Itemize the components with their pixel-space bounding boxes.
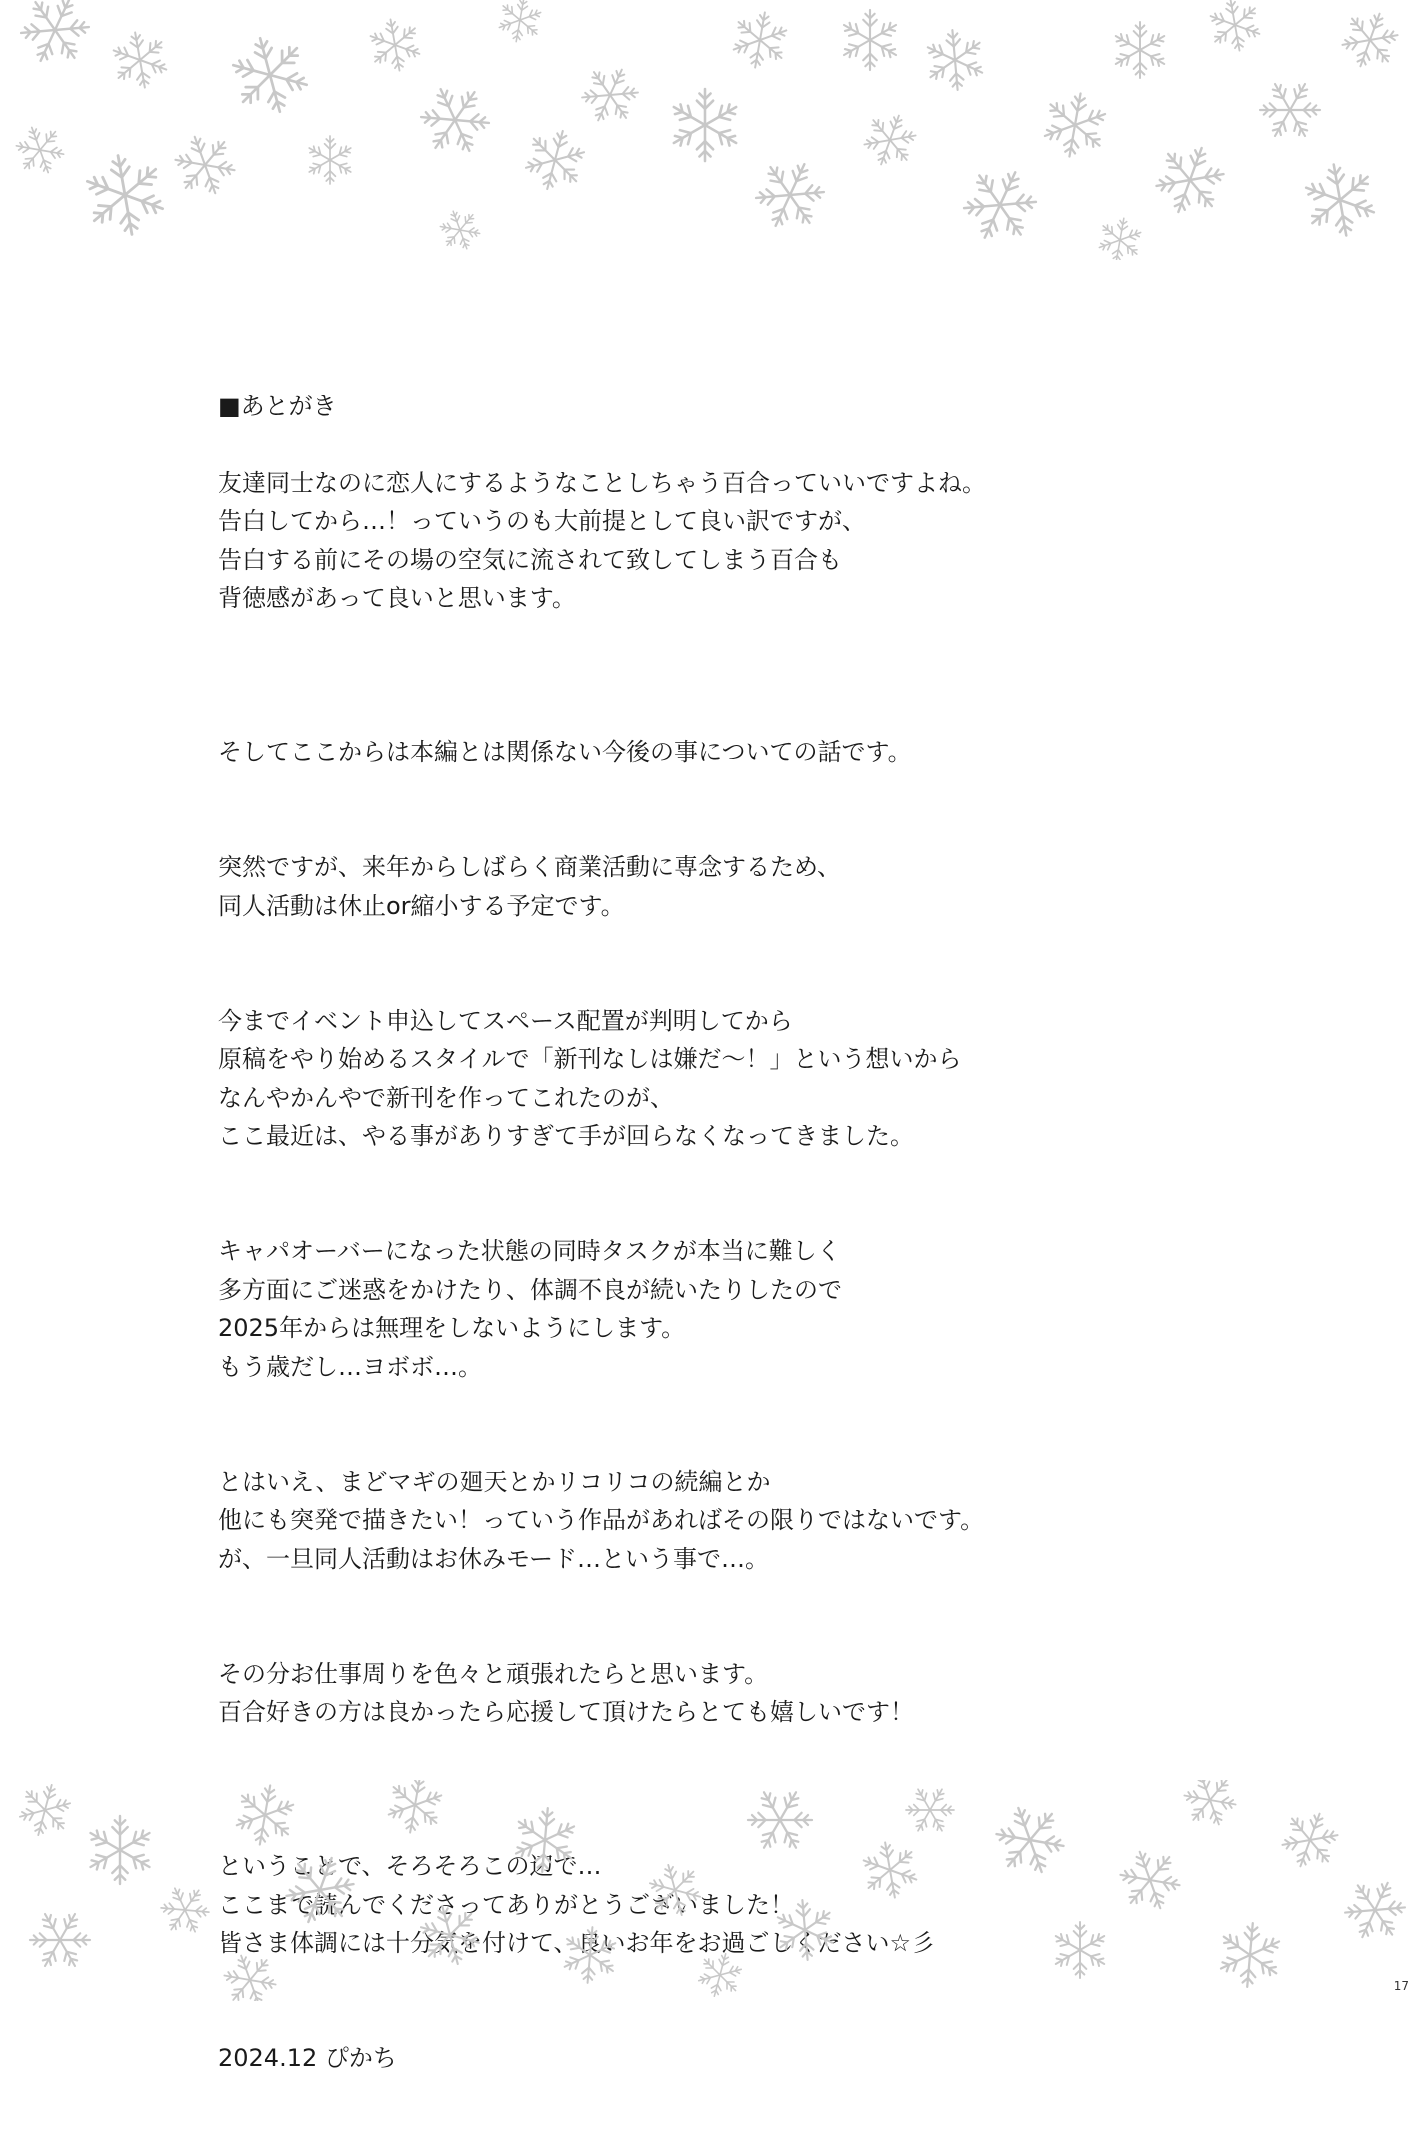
snowflake-icon [1045, 93, 1105, 156]
paragraph: キャパオーバーになった状態の同時タスクが本当に難しく 多方面にご迷惑をかけたり、体調不良が続いたりしたので 2025年からは無理をしないようにします。 もう歳だし…ヨボボ…。 [218, 1232, 1218, 1386]
snowflake-icon [1342, 14, 1397, 67]
snowflake-icon [161, 1888, 209, 1932]
snowflake-icon [1282, 1814, 1337, 1867]
snowflake-icon [844, 10, 896, 70]
snowflake-icon [1211, 0, 1260, 51]
snowflake-icon [21, 0, 89, 61]
snowflake-icon [928, 30, 982, 90]
snowflake-icon [1345, 1883, 1405, 1937]
snowflake-icon [1099, 218, 1140, 260]
snowflake-icon [233, 38, 306, 111]
snowflake-icon [1116, 22, 1164, 78]
page-number: 17 [1394, 1979, 1409, 1993]
paragraph: 突然ですが、来年からしばらく商業活動に専念するため、 同人活動は休止or縮小する予定です。 [218, 848, 1218, 925]
snowflake-icon [864, 116, 915, 165]
snowflake-icon [964, 172, 1036, 237]
snowflake-icon [674, 89, 736, 161]
snowflake-icon [1157, 148, 1224, 212]
snowflake-icon [1260, 84, 1320, 136]
snowflake-icon [20, 1785, 70, 1835]
snowflake-icon [0, 0, 1417, 260]
afterword-text [218, 348, 1218, 2154]
snowflake-icon [734, 12, 787, 67]
afterword-heading: ■あとがき [218, 387, 1218, 426]
signature: 2024.12 ぴかち [218, 2039, 1218, 2078]
paragraph: とはいえ、まどマギの廻天とかリコリコの続編とか 他にも突発で描きたい！っていう作品があればその限りではないです。 が、一旦同人活動はお休みモード…という事で…。 [218, 1463, 1218, 1579]
snowflake-icon [16, 127, 63, 172]
snowflake-icon [421, 89, 489, 151]
paragraph: 今までイベント申込してスペース配置が判明してから 原稿をやり始めるスタイルで「新刊なしは嫌だ～！」という想いから なんやかんやで新刊を作ってこれたのが、 ここ最近は、やる事がありすぎて手が回らなくなってきました。 [218, 1002, 1218, 1156]
snowflake-icon [30, 1914, 90, 1966]
paragraph: 友達同士なのに恋人にするようなことしちゃう百合っていいですよね。 告白してから…！っていうのも大前提として良い訳ですが、 告白する前にその場の空気に流されて致してしまう百合も 背徳感があって良いと思います。 [218, 464, 1218, 618]
snowflake-icon [114, 32, 167, 87]
snowflake-icon [309, 136, 351, 184]
snowflake-icon [499, 0, 540, 42]
snowflake-icon [87, 156, 162, 235]
snowflake-icon [91, 1816, 150, 1884]
snowflake-border-top [0, 0, 1417, 260]
paragraph: ということで、そろそろこの辺で… ここまで読んでくださってありがとうございました！ 皆さま体調には十分気を付けて、良いお年をお過ごしください☆彡 [218, 1847, 1218, 1963]
paragraph: そしてここからは本編とは関係ない今後の事についての話です。 [218, 733, 1218, 772]
snowflake-icon [756, 164, 824, 226]
snowflake-icon [1221, 1923, 1279, 1987]
paragraph: その分お仕事周りを色々と頑張れたらと思います。 百合好きの方は良かったら応援して頂けたらとても嬉しいです！ [218, 1655, 1218, 1732]
snowflake-icon [440, 211, 479, 249]
snowflake-icon [526, 131, 584, 189]
snowflake-icon [1306, 165, 1374, 236]
snowflake-icon [582, 70, 638, 121]
snowflake-icon [371, 19, 420, 70]
snowflake-icon [175, 137, 234, 193]
